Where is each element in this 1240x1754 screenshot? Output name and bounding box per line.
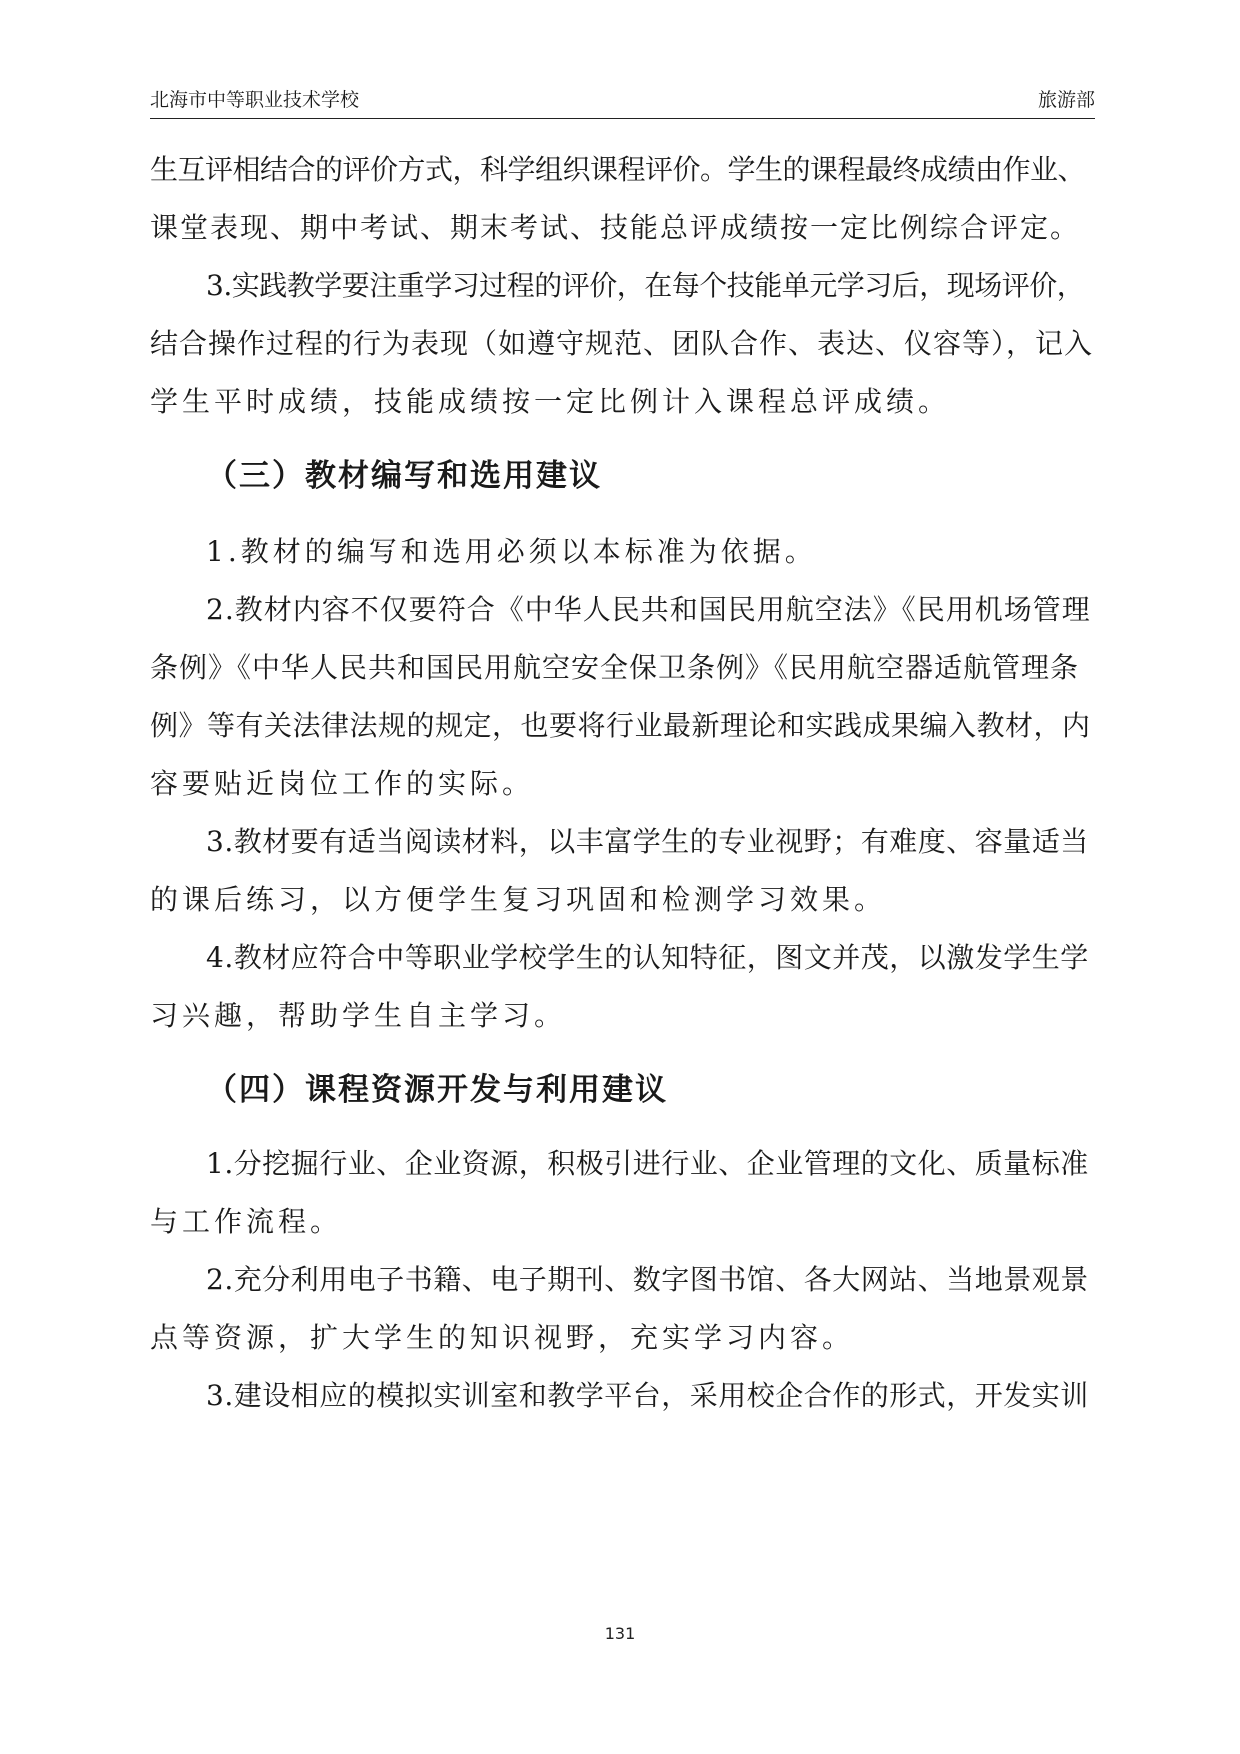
section-heading-3: （三）教材编写和选用建议 <box>206 458 602 494</box>
body-line: 2.充分利用电子书籍、电子期刊、数字图书馆、各大网站、当地景观景 <box>206 1263 1089 1296</box>
body-line: 容要贴近岗位工作的实际。 <box>150 767 535 800</box>
body-line: 结合操作过程的行为表现（如遵守规范、团队合作、表达、仪容等），记入 <box>150 327 1094 360</box>
body-line: 3.实践教学要注重学习过程的评价，在每个技能单元学习后，现场评价， <box>206 269 1085 302</box>
header-department: 旅游部 <box>1037 89 1095 111</box>
body-line: 学生平时成绩，技能成绩按一定比例计入课程总评成绩。 <box>150 385 951 418</box>
body-line: 例》等有关法律法规的规定，也要将行业最新理论和实践成果编入教材，内 <box>150 709 1091 742</box>
page-number: 131 <box>604 1624 636 1643</box>
body-line: 与工作流程。 <box>150 1205 343 1238</box>
body-line: 3.教材要有适当阅读材料，以丰富学生的专业视野；有难度、容量适当 <box>206 825 1089 858</box>
body-line: 1.教材的编写和选用必须以本标准为依据。 <box>206 535 817 568</box>
page-header <box>150 86 1095 119</box>
body-line: 习兴趣，帮助学生自主学习。 <box>150 999 567 1032</box>
body-line: 2.教材内容不仅要符合《中华人民共和国民用航空法》《民用机场管理 <box>206 593 1091 626</box>
body-line: 条例》《中华人民共和国民用航空安全保卫条例》《民用航空器适航管理条 <box>150 651 1080 684</box>
body-line: 课堂表现、期中考试、期末考试、技能总评成绩按一定比例综合评定。 <box>150 211 1081 244</box>
body-line: 的课后练习，以方便学生复习巩固和检测学习效果。 <box>150 883 887 916</box>
body-line: 1.分挖掘行业、企业资源，积极引进行业、企业管理的文化、质量标准 <box>206 1147 1089 1180</box>
body-line: 4.教材应符合中等职业学校学生的认知特征，图文并茂，以激发学生学 <box>206 941 1089 974</box>
section-heading-4: （四）课程资源开发与利用建议 <box>206 1072 668 1108</box>
body-line: 生互评相结合的评价方式，科学组织课程评价。学生的课程最终成绩由作业、 <box>150 153 1086 186</box>
body-line: 3.建设相应的模拟实训室和教学平台，采用校企合作的形式，开发实训 <box>206 1379 1089 1412</box>
header-school-name: 北海市中等职业技术学校 <box>150 89 360 111</box>
body-line: 点等资源，扩大学生的知识视野，充实学习内容。 <box>150 1321 855 1354</box>
